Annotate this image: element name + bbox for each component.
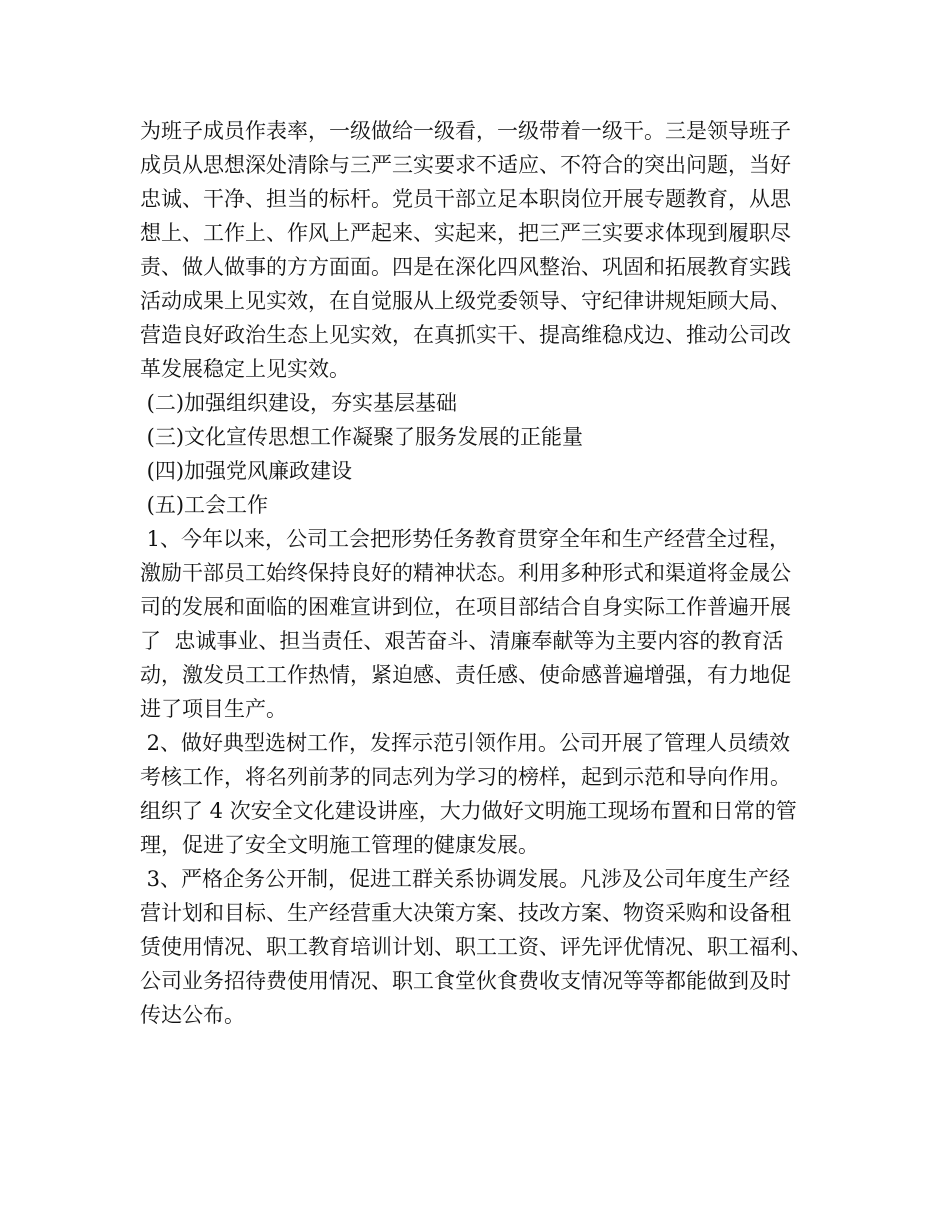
text-line: 理，促进了安全文明施工管理的健康发展。 (140, 833, 539, 857)
text-line: 了 忠诚事业、担当责任、艰苦奋斗、清廉奉献等为主要内容的教育活 (140, 629, 784, 653)
text-line: 活动成果上见实效，在自觉服从上级党委领导、守纪律讲规矩顾大局、 (140, 289, 791, 313)
text-line: 赁使用情况、职工教育培训计划、职工工资、评先评优情况、职工福利、 (140, 935, 812, 959)
text-line: 考核工作，将名列前茅的同志列为学习的榜样，起到示范和导向作用。 (140, 765, 791, 789)
text-line: (四)加强党风廉政建设 (140, 459, 353, 483)
text-line: (三)文化宣传思想工作凝聚了服务发展的正能量 (140, 425, 584, 449)
text-line: 营计划和目标、生产经营重大决策方案、技改方案、物资采购和设备租 (140, 901, 791, 925)
text-line: 成员从思想深处清除与三严三实要求不适应、不符合的突出问题，当好 (140, 153, 791, 177)
text-line: 组织了 4 次安全文化建设讲座，大力做好文明施工现场布置和日常的管 (140, 799, 797, 823)
text-line: 司的发展和面临的困难宣讲到位，在项目部结合自身实际工作普遍开展 (140, 595, 791, 619)
text-line: 革发展稳定上见实效。 (140, 357, 350, 381)
text-line: 想上、工作上、作风上严起来、实起来，把三严三实要求体现到履职尽 (140, 221, 791, 245)
text-line: 传达公布。 (140, 1003, 245, 1027)
text-line: 营造良好政治生态上见实效，在真抓实干、提高维稳戍边、推动公司改 (140, 323, 791, 347)
text-line: 为班子成员作表率，一级做给一级看，一级带着一级干。三是领导班子 (140, 119, 791, 143)
text-line: 责、做人做事的方方面面。四是在深化四风整治、巩固和拓展教育实践 (140, 255, 791, 279)
document-body (140, 114, 830, 1032)
text-line: 忠诚、干净、担当的标杆。党员干部立足本职岗位开展专题教育，从思 (140, 187, 791, 211)
text-line: (五)工会工作 (140, 493, 269, 517)
text-line: 激励干部员工始终保持良好的精神状态。利用多种形式和渠道将金晟公 (140, 561, 791, 585)
text-line: 3、严格企务公开制，促进工群关系协调发展。凡涉及公司年度生产经 (140, 867, 791, 891)
text-line: 动，激发员工工作热情，紧迫感、责任感、使命感普遍增强，有力地促 (140, 663, 791, 687)
text-line: 公司业务招待费使用情况、职工食堂伙食费收支情况等等都能做到及时 (140, 969, 791, 993)
text-line: 1、今年以来，公司工会把形势任务教育贯穿全年和生产经营全过程， (140, 527, 791, 551)
text-line: (二)加强组织建设，夯实基层基础 (140, 391, 458, 415)
text-line: 进了项目生产。 (140, 697, 287, 721)
text-line: 2、做好典型选树工作，发挥示范引领作用。公司开展了管理人员绩效 (140, 731, 791, 755)
